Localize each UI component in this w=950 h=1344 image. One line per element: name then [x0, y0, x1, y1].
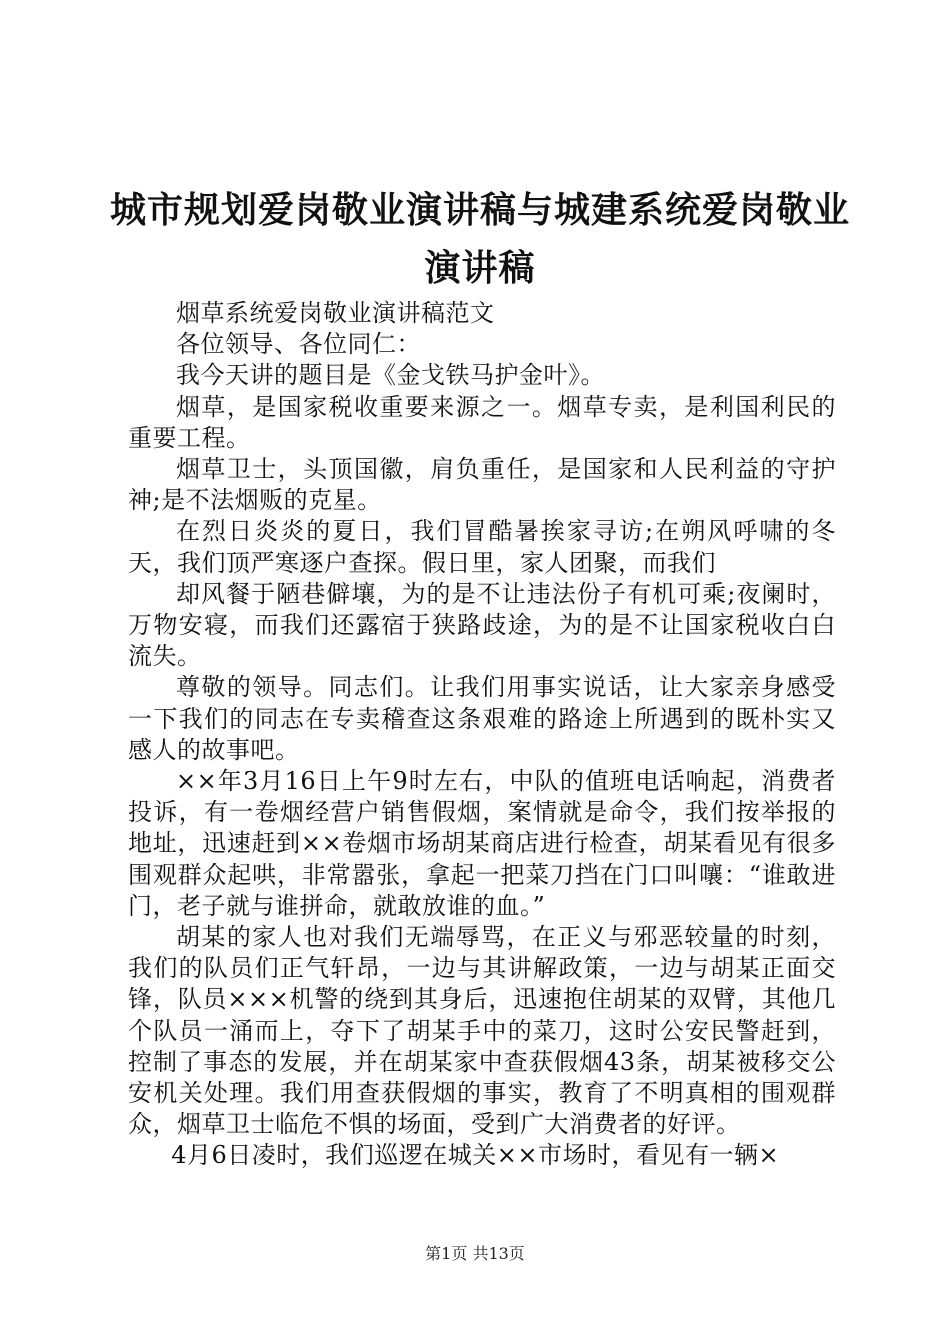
paragraph: ××年3月16日上午9时左右，中队的值班电话响起，消费者投诉，有一卷烟经营户销售假烟，案情就是命令，我们按举报的地址，迅速赶到××卷烟市场胡某商店进行检查，胡某看见有很多围观群众起哄，非常嚣张，拿起一把菜刀挡在门口叫嚷：“谁敢进门，老子就与谁拼命，就敢放谁的血。”	[128, 767, 836, 920]
paragraph: 尊敬的领导。同志们。让我们用事实说话，让大家亲身感受一下我们的同志在专卖稽查这条艰难的路途上所遇到的既朴实又感人的故事吧。	[128, 673, 836, 764]
document-title-line-2: 演讲稿	[424, 247, 536, 289]
paragraph: 各位领导、各位同仁：	[176, 330, 421, 359]
paragraph: 烟草，是国家税收重要来源之一。烟草专卖，是利国利民的重要工程。	[128, 392, 836, 452]
paragraph: 4月6日凌时，我们巡逻在城关××市场时，看见有一辆×	[171, 1141, 780, 1170]
page-number-footer: 第1页 共13页	[425, 1244, 525, 1263]
document-body	[128, 298, 836, 1172]
paragraph: 烟草系统爱岗敬业演讲稿范文	[176, 299, 495, 327]
paragraph: 却风餐于陋巷僻壤，为的是不让违法份子有机可乘;夜阑时，万物安寝，而我们还露宿于狭路歧途，为的是不让国家税收白白流失。	[128, 579, 836, 671]
paragraph: 胡某的家人也对我们无端辱骂，在正义与邪恶较量的时刻，我们的队员们正气轩昂，一边与其讲解政策，一边与胡某正面交锋，队员×××机警的绕到其身后，迅速抱住胡某的双臂，其他几个队员一涌而上，夺下了胡某手中的菜刀，这时公安民警赶到，控制了事态的发展，并在胡某家中查获假烟43条，胡某被移交公安机关处理。我们用查获假烟的事实，教育了不明真相的围观群众，烟草卫士临危不惧的场面，受到广大消费者的好评。	[128, 923, 836, 1139]
paragraph: 我今天讲的题目是《金戈铁马护金叶》。	[176, 361, 605, 390]
paragraph: 烟草卫士，头顶国徽，肩负重任，是国家和人民利益的守护神;是不法烟贩的克星。	[128, 455, 836, 515]
paragraph: 在烈日炎炎的夏日，我们冒酷暑挨家寻访;在朔风呼啸的冬天，我们顶严寒逐户查探。假日里，家人团聚，而我们	[128, 517, 836, 577]
document-title-line-1: 城市规划爱岗敬业演讲稿与城建系统爱岗敬业	[110, 189, 851, 231]
